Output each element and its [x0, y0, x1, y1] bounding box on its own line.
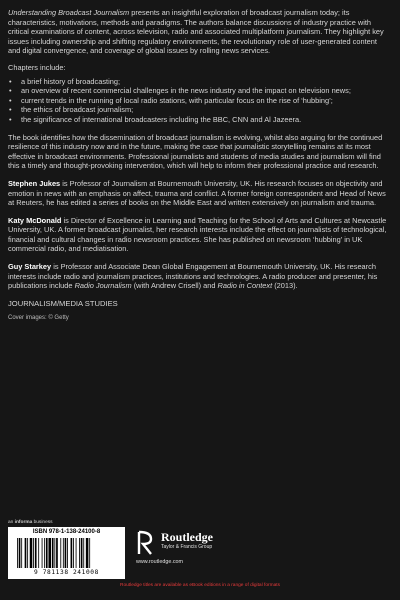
chapter-item: • a brief history of broadcasting; — [8, 77, 388, 87]
chapter-item: • current trends in the running of local radio stations, with particular focus on the rise of ‘hubbing’; — [8, 96, 388, 106]
subject-category: JOURNALISM/MEDIA STUDIES — [8, 298, 118, 308]
routledge-mark-icon — [136, 530, 156, 556]
author-bio-text: is Professor and Associate Dean Global Engagement at Bournemouth University, UK. His research interests include radio and journalism practices, institutions and technologies. A radio producer and presenter, his publications include — [8, 262, 378, 291]
author-bio — [8, 179, 388, 208]
author-bio-text: (with Andrew Crisell) and — [131, 281, 218, 291]
informa-logo: informa — [14, 520, 33, 525]
chapters-list — [8, 77, 388, 125]
intro-paragraph — [8, 8, 388, 56]
publisher-group: Taylor & Francis Group — [161, 544, 213, 550]
book-title: Understanding Broadcast Journalism — [8, 8, 130, 17]
author-name: Stephen Jukes — [8, 178, 61, 188]
author-bio-text: (2013). — [272, 281, 298, 291]
author-name: Katy McDonald — [8, 215, 62, 225]
publication-title: Radio Journalism — [74, 281, 132, 291]
chapter-item: • an overview of recent commercial challenges in the news industry and the impact on television news; — [8, 86, 388, 96]
blurb — [8, 8, 388, 324]
publisher-url: www.routledge.com — [136, 559, 184, 565]
barcode — [8, 527, 125, 579]
author-bio-text: is Director of Excellence in Learning and Teaching for the School of Arts and Cultures at Newcastle University, UK. A former broadcast journalist, her research interests include the effect on journalists of technological, financial and cultural changes in radio newsroom practices. She has published on newsroom ‘hubbing’ in UK commercial radio, and mediatisation. — [8, 215, 387, 254]
isbn: ISBN 978-1-138-24100-8 — [32, 529, 101, 535]
cover-credit: Cover images: © Getty — [8, 315, 69, 322]
informa-tagline: an informa business — [8, 520, 53, 525]
summary-paragraph: The book identifies how the dissemination of broadcast journalism is evolving, whilst also arguing for the continued resilience of this industry now and in the future, making the case that journalistic storytelling remains at its most effective in broadcast environments. Professional journalists and students of media studies and journalism will find this a timely and thought-provoking intervention, which will help to inform their professional practice and research. — [8, 132, 383, 171]
chapters-heading: Chapters include: — [8, 62, 66, 72]
publisher-name: Routledge — [161, 530, 213, 544]
publication-title: Radio in Context — [217, 281, 273, 291]
author-bio-text: is Professor of Journalism at Bournemouth University, UK. His research focuses on objectivity and emotion in news with an emphasis on affect, trauma and conflict. A former foreign correspondent and Head of News at Reuters, he has edited a series of books on the Middle East and written extensively on journalism and trauma. — [8, 178, 386, 208]
ebook-note: Routledge titles are available as eBook editions in a range of digital formats — [120, 583, 280, 588]
intro-text: presents an insightful exploration of broadcast journalism today; its characteristics, motivations, methods and paradigms. The authors balance discussions of industry practice with critical examinations of content, across television, radio and associated multiplatform journalism. They highlight key issues including ownership and shifting regulatory environments, the revolutionary role of user-generated content and digital convergence, and coverage of global issues by rolling news services. — [8, 8, 384, 56]
barcode-bars — [17, 538, 117, 568]
publisher-logo — [136, 530, 286, 570]
chapter-item: • the significance of international broadcasters including the BBC, CNN and Al Jazeera. — [8, 115, 388, 125]
author-name: Guy Starkey — [8, 262, 52, 272]
chapter-item: • the ethics of broadcast journalism; — [8, 105, 388, 115]
barcode-number: 9 781138 241008 — [34, 569, 99, 576]
author-bio — [8, 216, 388, 254]
author-bio — [8, 262, 388, 291]
